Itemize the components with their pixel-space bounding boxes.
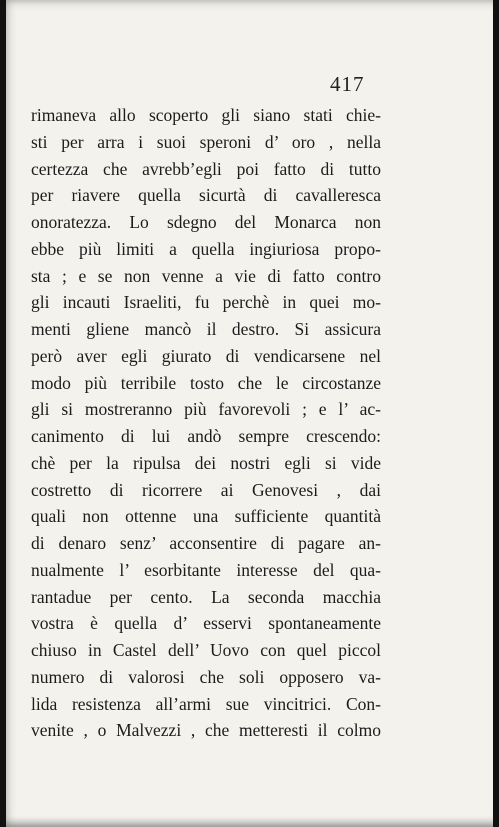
text-line: costretto di ricorrere ai Genovesi , dai xyxy=(31,479,381,500)
text-line: nualmente l’ esorbitante interesse del qua- xyxy=(31,559,381,580)
text-line: di denaro senz’ acconsentire di pagare an- xyxy=(31,533,381,553)
text-line: però aver egli giurato di vendicarsene nel xyxy=(31,345,381,366)
left-page-edge xyxy=(0,0,6,827)
text-line: canimento di lui andò sempre crescendo: xyxy=(31,426,381,446)
text-line: chè per la ripulsa dei nostri egli si vide xyxy=(31,452,381,473)
body-text xyxy=(31,102,381,744)
text-line: numero di valorosi che soli opposero va- xyxy=(31,666,381,687)
text-line: sta ; e se non venne a vie di fatto contro xyxy=(31,265,381,286)
text-line: vostra è quella d’ esservi spontaneamente xyxy=(31,613,381,634)
text-line: certezza che avrebb’egli poi fatto di tutto xyxy=(31,158,381,179)
text-line: modo più terribile tosto che le circostanze xyxy=(31,372,381,393)
text-line: ebbe più limiti a quella ingiuriosa propo- xyxy=(31,238,381,259)
page-number: 417 xyxy=(330,72,365,96)
text-line: venite , o Malvezzi , che metteresti il colmo xyxy=(31,720,381,741)
text-line: gli si mostreranno più favorevoli ; e l’ ac- xyxy=(31,399,381,420)
text-line: gli incauti Israeliti, fu perchè in quei mo- xyxy=(31,292,381,313)
text-line: per riavere quella sicurtà di cavalleresca xyxy=(31,185,381,206)
text-line: lida resistenza all’armi sue vincitrici. Con- xyxy=(31,693,381,714)
text-line: menti gliene mancò il destro. Si assicura xyxy=(31,319,381,339)
text-line: rimaneva allo scoperto gli siano stati chie- xyxy=(31,105,381,125)
text-line: chiuso in Castel dell’ Uovo con quel piccol xyxy=(31,640,381,660)
text-line: quali non ottenne una sufficiente quantità xyxy=(31,506,381,527)
text-line: sti per arra i suoi speroni d’ oro , nella xyxy=(31,131,381,152)
text-line: rantadue per cento. La seconda macchia xyxy=(31,586,381,607)
text-line: onoratezza. Lo sdegno del Monarca non xyxy=(31,212,381,232)
right-page-edge xyxy=(493,0,499,827)
